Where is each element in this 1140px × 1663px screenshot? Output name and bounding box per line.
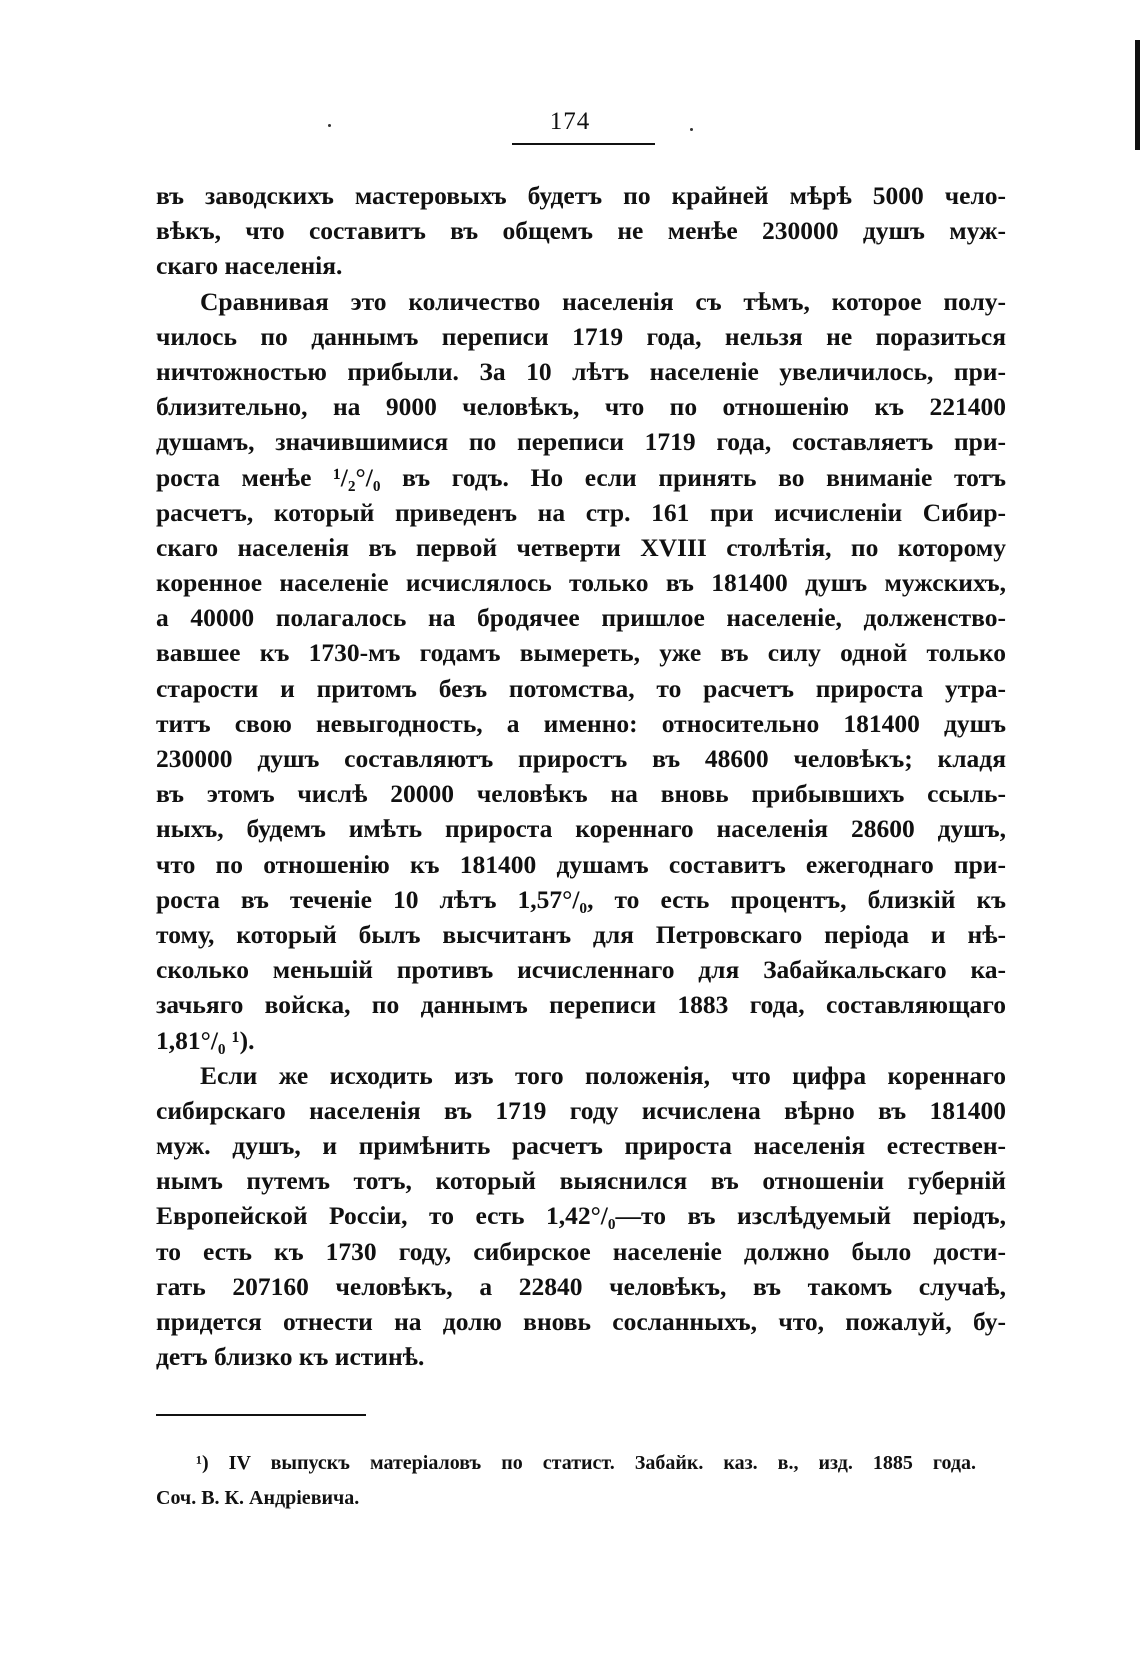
text-line: скаго населенія въ первой четверти XVIII столѣтія, по которому	[156, 532, 1006, 562]
text-line: Если же исходить изъ того положенія, что цифра кореннаго	[200, 1060, 1006, 1090]
text-line: ничтожностью прибыли. За 10 лѣтъ населеніе увеличилось, при-	[156, 356, 1006, 386]
text-line: титъ свою невыгодность, а именно: относительно 181400 душъ	[156, 708, 1006, 738]
text-line: вѣкъ, что составитъ въ общемъ не менѣе 230000 душъ муж-	[156, 216, 1006, 246]
text-line: коренное населеніе исчислялось только въ 181400 душъ мужскихъ,	[156, 568, 1006, 598]
text-line: роста въ теченіе 10 лѣтъ 1,57°/₀, то есть процентъ, близкій къ	[156, 884, 1006, 914]
text-line: тому, который былъ высчитанъ для Петровскаго періода и нѣ-	[156, 919, 1006, 949]
footnote-rule	[156, 1414, 366, 1416]
text-line: скаго населенія.	[156, 251, 343, 281]
text-line: душамъ, значившимися по переписи 1719 года, составляетъ при-	[156, 427, 1006, 457]
body-text	[156, 178, 1006, 1374]
text-line: Сравнивая это количество населенія съ тѣмъ, которое полу-	[200, 286, 1006, 316]
text-line: что по отношенію къ 181400 душамъ составитъ ежегоднаго при-	[156, 849, 1006, 879]
text-line: чилось по даннымъ переписи 1719 года, нельзя не поразиться	[156, 321, 1006, 351]
text-line: въ этомъ числѣ 20000 человѣкъ на вновь прибывшихъ ссыль-	[156, 779, 1006, 809]
text-line: а 40000 полагалось на бродячее пришлое населеніе, долженство-	[156, 603, 1006, 633]
text-line: зачьяго войска, по даннымъ переписи 1883 года, составляющаго	[156, 990, 1006, 1020]
text-line: гать 207160 человѣкъ, а 22840 человѣкъ, въ такомъ случаѣ,	[156, 1271, 1006, 1301]
text-line: детъ близко къ истинѣ.	[156, 1342, 425, 1372]
text-line: 1,81°/₀ ¹).	[156, 1025, 255, 1055]
footnote-line: Соч. В. К. Андріевича.	[156, 1487, 360, 1509]
text-line: муж. душъ, и примѣнить расчетъ прироста населенія естествен-	[156, 1131, 1006, 1161]
footnote	[156, 1446, 976, 1516]
text-line: близительно, на 9000 человѣкъ, что по отношенію къ 221400	[156, 392, 1006, 422]
text-line: 230000 душъ составляютъ приростъ въ 48600 человѣкъ; кладя	[156, 744, 1006, 773]
text-line: то есть къ 1730 году, сибирское населеніе должно было дости-	[156, 1236, 1006, 1266]
text-line: ныхъ, будемъ имѣть прироста кореннаго населенія 28600 душъ,	[156, 814, 1006, 844]
text-line: сколько меньшій противъ исчисленнаго для Забайкальскаго ка-	[156, 955, 1006, 985]
text-line: въ заводскихъ мастеровыхъ будетъ по крайней мѣрѣ 5000 чело-	[156, 181, 1006, 210]
text-line: роста менѣе ¹/₂°/₀ въ годъ. Но если принять во вниманіе тотъ	[156, 462, 1006, 492]
text-line: придется отнести на долю вновь сосланныхъ, что, пожалуй, бу-	[156, 1307, 1006, 1336]
text-line: нымъ путемъ тотъ, который выяснился въ отношеніи губерній	[156, 1166, 1006, 1196]
text-line: старости и притомъ безъ потомства, то расчетъ прироста утра-	[156, 673, 1006, 703]
text-line: Европейской Россіи, то есть 1,42°/₀—то въ изслѣдуемый періодъ,	[156, 1201, 1006, 1231]
text-line: сибирскаго населенія въ 1719 году исчислена вѣрно въ 181400	[156, 1095, 1006, 1125]
text-line: вавшее къ 1730-мъ годамъ вымереть, уже въ силу одной только	[156, 638, 1006, 668]
page-number: 174	[549, 108, 591, 135]
text-line: расчетъ, который приведенъ на стр. 161 при исчисленіи Сибир-	[156, 497, 1006, 527]
page-number-rule	[512, 143, 655, 145]
footnote-line: ¹) IV выпускъ матеріаловъ по статист. Забайк. каз. в., изд. 1885 года.	[196, 1452, 976, 1474]
